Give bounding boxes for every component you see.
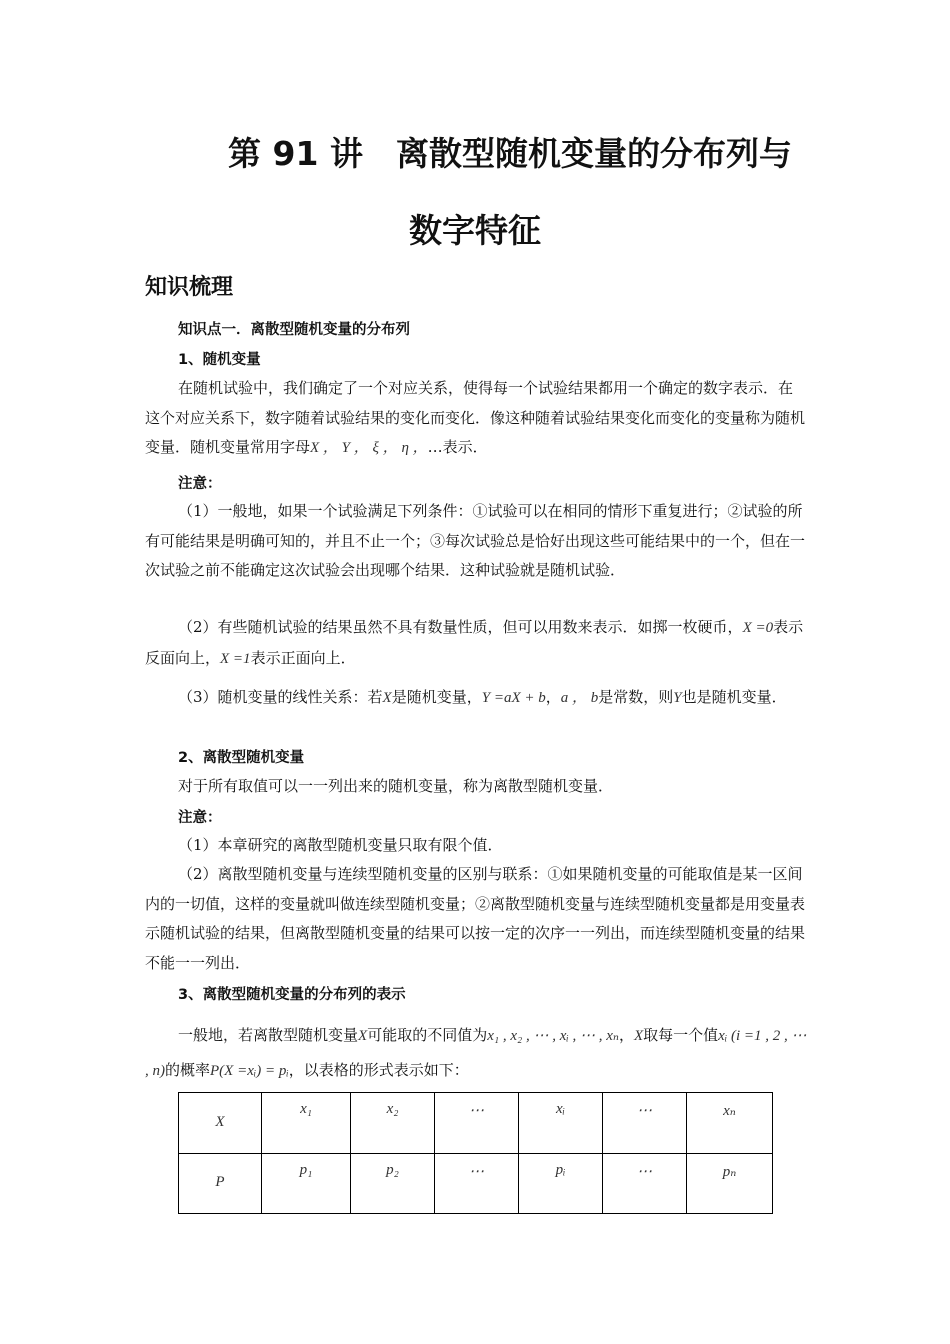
table-cell: P xyxy=(179,1153,262,1214)
text-segment: 也是随机变量． xyxy=(681,688,787,706)
subsection-discrete-random-variable: 2、离散型随机变量 xyxy=(178,750,305,766)
table-cell: x₁ xyxy=(262,1093,351,1154)
lecture-title-line1: 第 91 讲 离散型随机变量的分布列与 xyxy=(228,134,792,173)
table-cell: pᵢ xyxy=(519,1153,603,1214)
table-cell: xᵢ xyxy=(519,1093,603,1154)
lecture-title-line2: 数字特征 xyxy=(409,211,541,250)
section-heading: 知识梳理 xyxy=(145,275,234,300)
note-label: 注意： xyxy=(178,476,222,492)
paragraph-random-variable-definition xyxy=(145,374,807,464)
knowledge-point-heading: 知识点一．离散型随机变量的分布列 xyxy=(178,322,410,338)
text-segment: …表示． xyxy=(427,438,488,456)
text-segment: 表示反面向上， xyxy=(145,618,804,667)
math-index-range: xᵢ (i =1 , 2 , ⋯ , n) xyxy=(145,1028,807,1079)
text-segment: 可能取的不同值为 xyxy=(367,1026,488,1044)
paragraph-discrete-definition: 对于所有取值可以一一列出来的随机变量，称为离散型随机变量． xyxy=(178,777,614,795)
table-cell: ⋯ xyxy=(435,1153,519,1214)
paragraph-distribution xyxy=(145,1018,807,1088)
text-segment: ， xyxy=(545,688,561,706)
text-segment: 一般地，若离散型随机变量 xyxy=(178,1026,359,1044)
math-x: X xyxy=(633,1028,644,1044)
table-cell: xₙ xyxy=(687,1093,773,1154)
table-row xyxy=(179,1153,773,1214)
text-segment: （3）随机变量的线性关系：若 xyxy=(178,688,383,706)
table-cell: ⋯ xyxy=(603,1093,687,1154)
table-cell: p₂ xyxy=(351,1153,435,1214)
math-values-list: x₁ , x₂ , ⋯ , xᵢ , ⋯ , xₙ xyxy=(487,1028,619,1044)
math-linear-relation: Y =aX + b xyxy=(481,690,546,706)
math-y: Y xyxy=(673,690,682,706)
table-row xyxy=(179,1093,773,1154)
text-segment: ，以表格的形式表示如下： xyxy=(288,1061,469,1079)
note-paragraph-3 xyxy=(145,683,807,714)
table-cell: p₁ xyxy=(262,1153,351,1214)
note-paragraph-1: （1）一般地，如果一个试验满足下列条件：①试验可以在相同的情形下重复进行；②试验的所有可能结果是明确可知的，并且不止一个；③每次试验总是恰好出现这些可能结果中的一个，但在一次试验之前不能确定这次试验会出现哪个结果．这种试验就是随机试验． xyxy=(145,502,806,579)
math-x-equals-0: X =0 xyxy=(742,620,774,636)
math-x: X xyxy=(358,1028,368,1044)
math-constants: a ， b xyxy=(560,690,599,706)
note-label: 注意： xyxy=(178,810,222,826)
table-cell: x₂ xyxy=(351,1093,435,1154)
text-segment: 在随机试验中，我们确定了一个对应关系，使得每一个试验结果都用一个确定的数字表示．在这个对应关系下，数字随着试验结果的变化而变化．像这种随着试验结果变化而变化的变量称为随机变量．随机变量常用字母 xyxy=(145,379,806,456)
math-x: X xyxy=(382,690,392,706)
table-cell: X xyxy=(179,1093,262,1154)
subsection-distribution-representation: 3、离散型随机变量的分布列的表示 xyxy=(178,987,406,1003)
text-segment: ， xyxy=(618,1026,634,1044)
note-paragraph-2 xyxy=(145,613,807,674)
text-segment: 的概率 xyxy=(165,1061,211,1079)
text-segment: 是常数，则 xyxy=(598,688,674,706)
table-cell: ⋯ xyxy=(603,1153,687,1214)
subsection-random-variable: 1、随机变量 xyxy=(178,352,261,368)
note-paragraph-finite: （1）本章研究的离散型随机变量只取有限个值． xyxy=(178,836,503,854)
distribution-table xyxy=(178,1092,773,1214)
math-x-equals-1: X =1 xyxy=(220,650,251,667)
table-cell: ⋯ xyxy=(435,1093,519,1154)
text-segment: （2）有些随机试验的结果虽然不具有数量性质，但可以用数来表示．如掷一枚硬币， xyxy=(178,618,743,636)
math-probability: P(X =xᵢ) = pᵢ xyxy=(210,1063,289,1079)
text-segment: 是随机变量， xyxy=(391,688,482,706)
table-cell: pₙ xyxy=(687,1153,773,1214)
text-segment: 取每一个值 xyxy=(643,1026,719,1044)
note-paragraph-continuous: （2）离散型随机变量与连续型随机变量的区别与联系：①如果随机变量的可能取值是某一区间内的一切值，这样的变量就叫做连续型随机变量；②离散型随机变量与连续型随机变量都是用变量表示随机试验的结果，但离散型随机变量的结果可以按一定的次序一一列出，而连续型随机变量的结果不能一一列出． xyxy=(145,865,806,972)
text-segment: 表示正面向上． xyxy=(250,648,356,667)
math-variables: X ， Y ， ξ ， η ， xyxy=(310,440,428,456)
